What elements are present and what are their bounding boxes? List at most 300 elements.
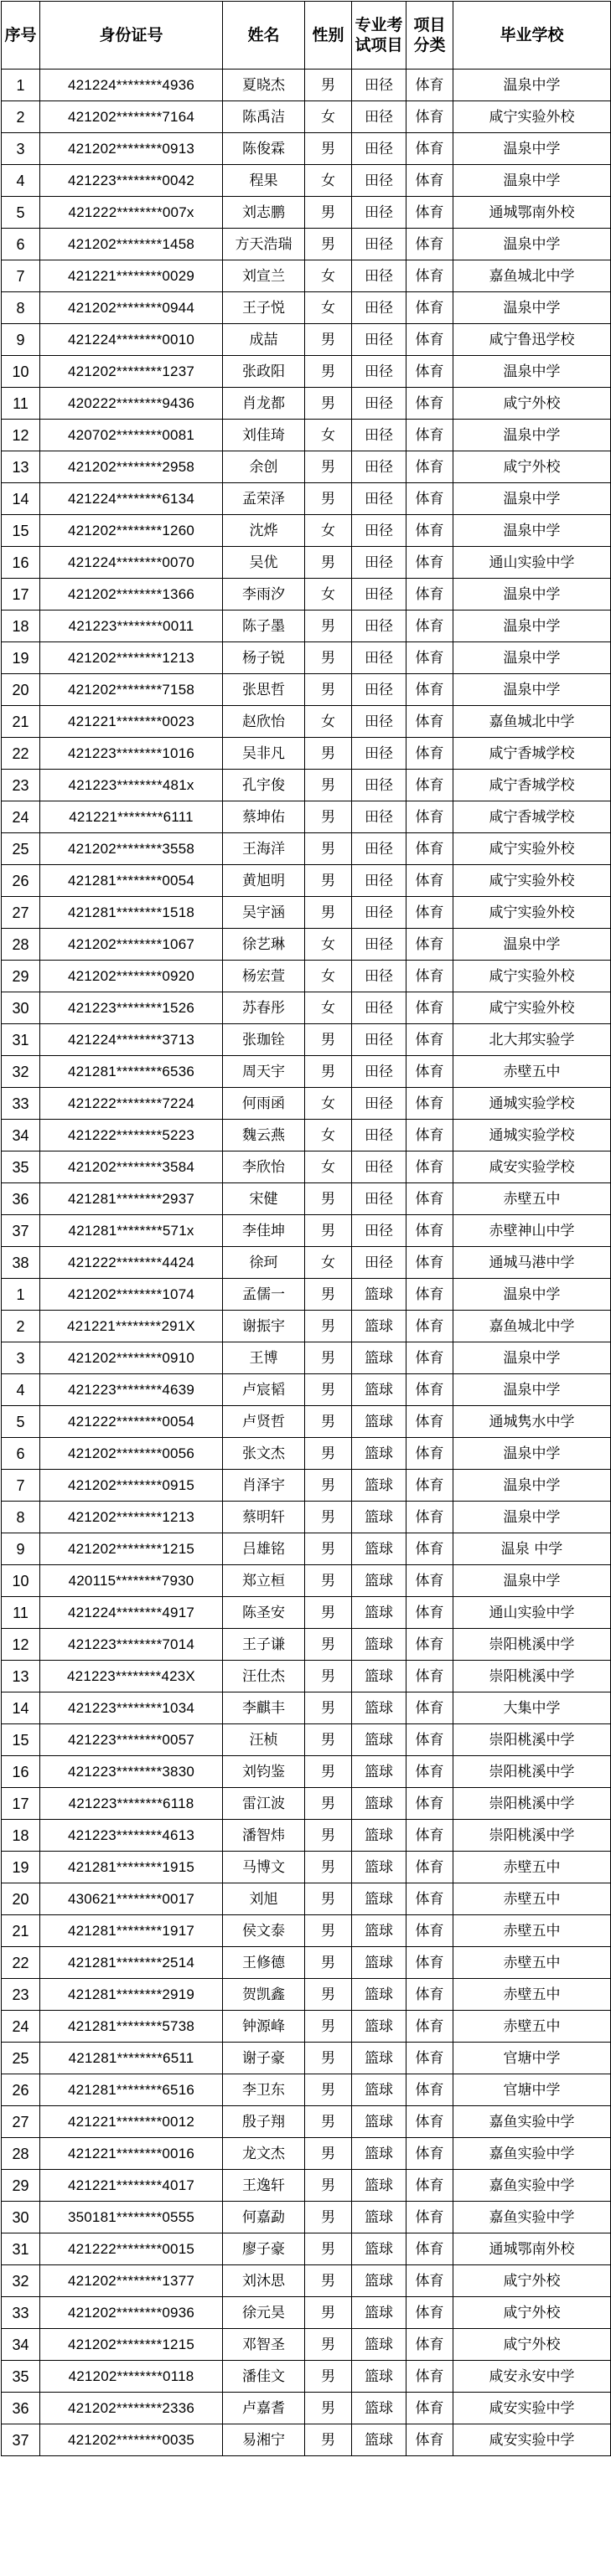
category-cell: 体育 [406,2074,453,2106]
school-cell: 赤壁五中 [453,1915,611,1947]
exam-item-cell: 田径 [352,833,406,865]
gender-cell: 男 [305,2074,352,2106]
gender-cell: 男 [305,1820,352,1852]
category-cell: 体育 [406,356,453,388]
gender-cell: 女 [305,420,352,451]
id-number-cell: 350181********0555 [40,2202,223,2233]
school-cell: 温泉中学 [453,642,611,674]
category-cell: 体育 [406,801,453,833]
seq-cell: 31 [2,1024,40,1056]
name-cell: 陈子墨 [223,611,305,642]
table-row [2,165,611,197]
gender-cell: 女 [305,961,352,992]
school-cell: 咸宁实验外校 [453,833,611,865]
school-cell: 温泉中学 [453,1470,611,1502]
category-cell: 体育 [406,642,453,674]
seq-cell: 15 [2,1724,40,1756]
exam-item-cell: 篮球 [352,1979,406,2011]
exam-item-cell: 篮球 [352,1470,406,1502]
seq-cell: 2 [2,101,40,133]
school-cell: 温泉中学 [453,674,611,706]
gender-cell: 男 [305,1470,352,1502]
id-number-cell: 421202********7158 [40,674,223,706]
school-cell: 大集中学 [453,1692,611,1724]
category-cell: 体育 [406,579,453,611]
school-cell: 温泉中学 [453,165,611,197]
gender-cell: 女 [305,1120,352,1151]
gender-cell: 男 [305,1342,352,1374]
exam-item-cell: 田径 [352,165,406,197]
table-row [2,2361,611,2393]
id-number-cell: 421223********6118 [40,1788,223,1820]
school-cell: 温泉中学 [453,1502,611,1533]
table-row [2,1120,611,1151]
table-row [2,929,611,961]
category-cell: 体育 [406,1247,453,1279]
id-number-cell: 421221********0023 [40,706,223,738]
table-row [2,1915,611,1947]
gender-cell: 男 [305,229,352,260]
seq-cell: 23 [2,1979,40,2011]
exam-item-cell: 篮球 [352,2043,406,2074]
id-number-cell: 420222********9436 [40,388,223,420]
school-cell: 通山实验中学 [453,547,611,579]
gender-cell: 男 [305,770,352,801]
gender-cell: 女 [305,929,352,961]
exam-item-cell: 田径 [352,356,406,388]
id-number-cell: 421281********2937 [40,1183,223,1215]
exam-item-cell: 田径 [352,992,406,1024]
table-row [2,2074,611,2106]
id-number-cell: 421202********2958 [40,451,223,483]
school-cell: 咸宁外校 [453,2265,611,2297]
name-cell: 刘志鹏 [223,197,305,229]
school-cell: 崇阳桃溪中学 [453,1820,611,1852]
school-cell: 温泉中学 [453,1565,611,1597]
exam-item-cell: 篮球 [352,2202,406,2233]
seq-cell: 30 [2,2202,40,2233]
seq-cell: 28 [2,2138,40,2170]
seq-cell: 1 [2,1279,40,1311]
seq-cell: 34 [2,2329,40,2361]
category-cell: 体育 [406,929,453,961]
seq-cell: 36 [2,2393,40,2424]
gender-cell: 男 [305,674,352,706]
gender-cell: 男 [305,865,352,897]
seq-cell: 8 [2,292,40,324]
seq-cell: 36 [2,1183,40,1215]
table-row [2,2424,611,2456]
exam-item-cell: 田径 [352,70,406,101]
exam-item-cell: 篮球 [352,1406,406,1438]
gender-cell: 男 [305,1979,352,2011]
header-category: 项目分类 [406,2,453,70]
gender-cell: 男 [305,2265,352,2297]
table-row [2,2297,611,2329]
name-cell: 徐珂 [223,1247,305,1279]
name-cell: 余创 [223,451,305,483]
table-row [2,1597,611,1629]
id-number-cell: 421202********0936 [40,2297,223,2329]
id-number-cell: 421202********0910 [40,1342,223,1374]
seq-cell: 11 [2,388,40,420]
table-row [2,388,611,420]
seq-cell: 17 [2,1788,40,1820]
seq-cell: 19 [2,642,40,674]
name-cell: 刘钧鉴 [223,1756,305,1788]
seq-cell: 15 [2,515,40,547]
id-number-cell: 421281********1915 [40,1852,223,1883]
category-cell: 体育 [406,2011,453,2043]
exam-item-cell: 篮球 [352,2393,406,2424]
school-cell: 赤壁五中 [453,1056,611,1088]
category-cell: 体育 [406,2329,453,2361]
id-number-cell: 421281********5738 [40,2011,223,2043]
category-cell: 体育 [406,2202,453,2233]
id-number-cell: 421224********4917 [40,1597,223,1629]
school-cell: 温泉中学 [453,229,611,260]
exam-item-cell: 田径 [352,929,406,961]
name-cell: 徐艺琳 [223,929,305,961]
gender-cell: 男 [305,324,352,356]
exam-item-cell: 篮球 [352,2424,406,2456]
exam-item-cell: 田径 [352,738,406,770]
name-cell: 赵欣怡 [223,706,305,738]
category-cell: 体育 [406,1788,453,1820]
gender-cell: 男 [305,197,352,229]
school-cell: 咸宁实验外校 [453,101,611,133]
school-cell: 温泉中学 [453,1438,611,1470]
id-number-cell: 421202********0913 [40,133,223,165]
school-cell: 赤壁五中 [453,1947,611,1979]
category-cell: 体育 [406,1183,453,1215]
exam-item-cell: 篮球 [352,2361,406,2393]
name-cell: 肖泽宇 [223,1470,305,1502]
id-number-cell: 421281********6511 [40,2043,223,2074]
table-row [2,1979,611,2011]
gender-cell: 女 [305,165,352,197]
gender-cell: 女 [305,260,352,292]
exam-item-cell: 篮球 [352,1947,406,1979]
name-cell: 殷子翔 [223,2106,305,2138]
name-cell: 周天宇 [223,1056,305,1088]
seq-cell: 5 [2,1406,40,1438]
school-cell: 嘉鱼城北中学 [453,1311,611,1342]
table-row [2,770,611,801]
name-cell: 钟源峰 [223,2011,305,2043]
table-row [2,1374,611,1406]
table-row [2,674,611,706]
school-cell: 赤壁五中 [453,1183,611,1215]
table-row [2,1565,611,1597]
name-cell: 杨宏萱 [223,961,305,992]
name-cell: 王海洋 [223,833,305,865]
exam-item-cell: 篮球 [352,2170,406,2202]
seq-cell: 35 [2,1151,40,1183]
table-row [2,1502,611,1533]
school-cell: 温泉中学 [453,929,611,961]
exam-item-cell: 田径 [352,133,406,165]
table-row [2,2138,611,2170]
id-number-cell: 421223********4639 [40,1374,223,1406]
category-cell: 体育 [406,1024,453,1056]
exam-item-cell: 田径 [352,292,406,324]
gender-cell: 男 [305,1502,352,1533]
id-number-cell: 421202********1237 [40,356,223,388]
school-cell: 崇阳桃溪中学 [453,1756,611,1788]
school-cell: 咸安实验学校 [453,1151,611,1183]
table-row [2,1724,611,1756]
category-cell: 体育 [406,2393,453,2424]
category-cell: 体育 [406,292,453,324]
exam-item-cell: 篮球 [352,2329,406,2361]
seq-cell: 7 [2,260,40,292]
school-cell: 咸宁实验外校 [453,897,611,929]
name-cell: 廖子豪 [223,2233,305,2265]
seq-cell: 10 [2,1565,40,1597]
seq-cell: 35 [2,2361,40,2393]
table-row [2,1820,611,1852]
seq-cell: 26 [2,2074,40,2106]
gender-cell: 男 [305,611,352,642]
category-cell: 体育 [406,865,453,897]
id-number-cell: 430621********0017 [40,1883,223,1915]
id-number-cell: 421202********1067 [40,929,223,961]
name-cell: 张文杰 [223,1438,305,1470]
name-cell: 孟儒一 [223,1279,305,1311]
category-cell: 体育 [406,1056,453,1088]
category-cell: 体育 [406,2297,453,2329]
name-cell: 夏晓杰 [223,70,305,101]
id-number-cell: 421202********0915 [40,1470,223,1502]
school-cell: 赤壁五中 [453,1852,611,1883]
name-cell: 李雨汐 [223,579,305,611]
exam-item-cell: 篮球 [352,1724,406,1756]
school-cell: 温泉中学 [453,70,611,101]
school-cell: 咸宁外校 [453,451,611,483]
category-cell: 体育 [406,197,453,229]
name-cell: 王逸轩 [223,2170,305,2202]
id-number-cell: 421202********1366 [40,579,223,611]
id-number-cell: 421202********1074 [40,1279,223,1311]
gender-cell: 男 [305,897,352,929]
category-cell: 体育 [406,1311,453,1342]
table-row [2,2011,611,2043]
gender-cell: 男 [305,2424,352,2456]
name-cell: 李麒丰 [223,1692,305,1724]
table-row [2,260,611,292]
gender-cell: 男 [305,1852,352,1883]
id-number-cell: 421221********6111 [40,801,223,833]
category-cell: 体育 [406,260,453,292]
name-cell: 潘佳文 [223,2361,305,2393]
id-number-cell: 421202********0118 [40,2361,223,2393]
seq-cell: 12 [2,420,40,451]
exam-item-cell: 田径 [352,101,406,133]
category-cell: 体育 [406,1915,453,1947]
seq-cell: 11 [2,1597,40,1629]
school-cell: 咸宁外校 [453,388,611,420]
gender-cell: 男 [305,2329,352,2361]
id-number-cell: 421281********2514 [40,1947,223,1979]
exam-item-cell: 田径 [352,515,406,547]
id-number-cell: 421281********571x [40,1215,223,1247]
gender-cell: 男 [305,2202,352,2233]
header-name: 姓名 [223,2,305,70]
category-cell: 体育 [406,2361,453,2393]
seq-cell: 17 [2,579,40,611]
exam-item-cell: 田径 [352,1183,406,1215]
table-row [2,1533,611,1565]
school-cell: 咸宁外校 [453,2297,611,2329]
seq-cell: 9 [2,1533,40,1565]
seq-cell: 34 [2,1120,40,1151]
exam-item-cell: 篮球 [352,1597,406,1629]
seq-cell: 37 [2,2424,40,2456]
name-cell: 孔宇俊 [223,770,305,801]
category-cell: 体育 [406,706,453,738]
table-row [2,1852,611,1883]
name-cell: 汪仕杰 [223,1661,305,1692]
seq-cell: 21 [2,706,40,738]
exam-item-cell: 篮球 [352,1533,406,1565]
school-cell: 赤壁五中 [453,1979,611,2011]
category-cell: 体育 [406,1852,453,1883]
name-cell: 陈禹洁 [223,101,305,133]
gender-cell: 男 [305,388,352,420]
category-cell: 体育 [406,101,453,133]
category-cell: 体育 [406,2265,453,2297]
table-row [2,483,611,515]
exam-item-cell: 篮球 [352,2011,406,2043]
name-cell: 蔡坤佑 [223,801,305,833]
table-row [2,101,611,133]
table-row [2,2393,611,2424]
seq-cell: 9 [2,324,40,356]
seq-cell: 14 [2,483,40,515]
exam-item-cell: 篮球 [352,1883,406,1915]
exam-item-cell: 田径 [352,260,406,292]
seq-cell: 20 [2,1883,40,1915]
header-id-number: 身份证号 [40,2,223,70]
gender-cell: 男 [305,1788,352,1820]
table-row [2,1088,611,1120]
exam-item-cell: 篮球 [352,2106,406,2138]
id-number-cell: 421223********7014 [40,1629,223,1661]
seq-cell: 28 [2,929,40,961]
name-cell: 王博 [223,1342,305,1374]
gender-cell: 男 [305,1947,352,1979]
gender-cell: 男 [305,642,352,674]
table-row [2,70,611,101]
seq-cell: 25 [2,833,40,865]
gender-cell: 男 [305,2393,352,2424]
seq-cell: 3 [2,1342,40,1374]
table-row [2,833,611,865]
school-cell: 嘉鱼实验中学 [453,2138,611,2170]
seq-cell: 27 [2,2106,40,2138]
seq-cell: 13 [2,1661,40,1692]
id-number-cell: 420115********7930 [40,1565,223,1597]
school-cell: 温泉中学 [453,515,611,547]
school-cell: 咸宁实验外校 [453,865,611,897]
id-number-cell: 421281********6536 [40,1056,223,1088]
name-cell: 成喆 [223,324,305,356]
category-cell: 体育 [406,420,453,451]
exam-item-cell: 篮球 [352,2138,406,2170]
school-cell: 咸宁外校 [453,2329,611,2361]
seq-cell: 25 [2,2043,40,2074]
gender-cell: 男 [305,1724,352,1756]
category-cell: 体育 [406,2106,453,2138]
header-school: 毕业学校 [453,2,611,70]
exam-item-cell: 田径 [352,1056,406,1088]
gender-cell: 男 [305,833,352,865]
gender-cell: 男 [305,1024,352,1056]
table-row [2,420,611,451]
id-number-cell: 421223********0057 [40,1724,223,1756]
id-number-cell: 421223********4613 [40,1820,223,1852]
id-number-cell: 421281********1917 [40,1915,223,1947]
id-number-cell: 421202********2336 [40,2393,223,2424]
name-cell: 何嘉勐 [223,2202,305,2233]
name-cell: 孟荣泽 [223,483,305,515]
name-cell: 陈俊霖 [223,133,305,165]
table-row [2,515,611,547]
gender-cell: 男 [305,2233,352,2265]
school-cell: 通城马港中学 [453,1247,611,1279]
category-cell: 体育 [406,1406,453,1438]
category-cell: 体育 [406,1597,453,1629]
category-cell: 体育 [406,451,453,483]
name-cell: 吴非凡 [223,738,305,770]
gender-cell: 男 [305,1056,352,1088]
gender-cell: 男 [305,1438,352,1470]
seq-cell: 24 [2,2011,40,2043]
exam-item-cell: 田径 [352,229,406,260]
gender-cell: 男 [305,451,352,483]
school-cell: 崇阳桃溪中学 [453,1724,611,1756]
seq-cell: 31 [2,2233,40,2265]
gender-cell: 男 [305,1565,352,1597]
table-row [2,292,611,324]
name-cell: 肖龙都 [223,388,305,420]
gender-cell: 男 [305,2043,352,2074]
name-cell: 刘宣兰 [223,260,305,292]
seq-cell: 18 [2,611,40,642]
name-cell: 郑立桓 [223,1565,305,1597]
exam-item-cell: 田径 [352,770,406,801]
exam-item-cell: 田径 [352,483,406,515]
exam-item-cell: 篮球 [352,2233,406,2265]
exam-item-cell: 田径 [352,451,406,483]
school-cell: 温泉中学 [453,133,611,165]
seq-cell: 4 [2,1374,40,1406]
exam-item-cell: 篮球 [352,1502,406,1533]
id-number-cell: 421224********3713 [40,1024,223,1056]
gender-cell: 男 [305,1629,352,1661]
exam-item-cell: 篮球 [352,1311,406,1342]
category-cell: 体育 [406,1438,453,1470]
exam-item-cell: 田径 [352,801,406,833]
gender-cell: 男 [305,1597,352,1629]
seq-cell: 26 [2,865,40,897]
gender-cell: 女 [305,1151,352,1183]
name-cell: 贺凯鑫 [223,1979,305,2011]
header-gender: 性别 [305,2,352,70]
name-cell: 徐元昊 [223,2297,305,2329]
category-cell: 体育 [406,1215,453,1247]
